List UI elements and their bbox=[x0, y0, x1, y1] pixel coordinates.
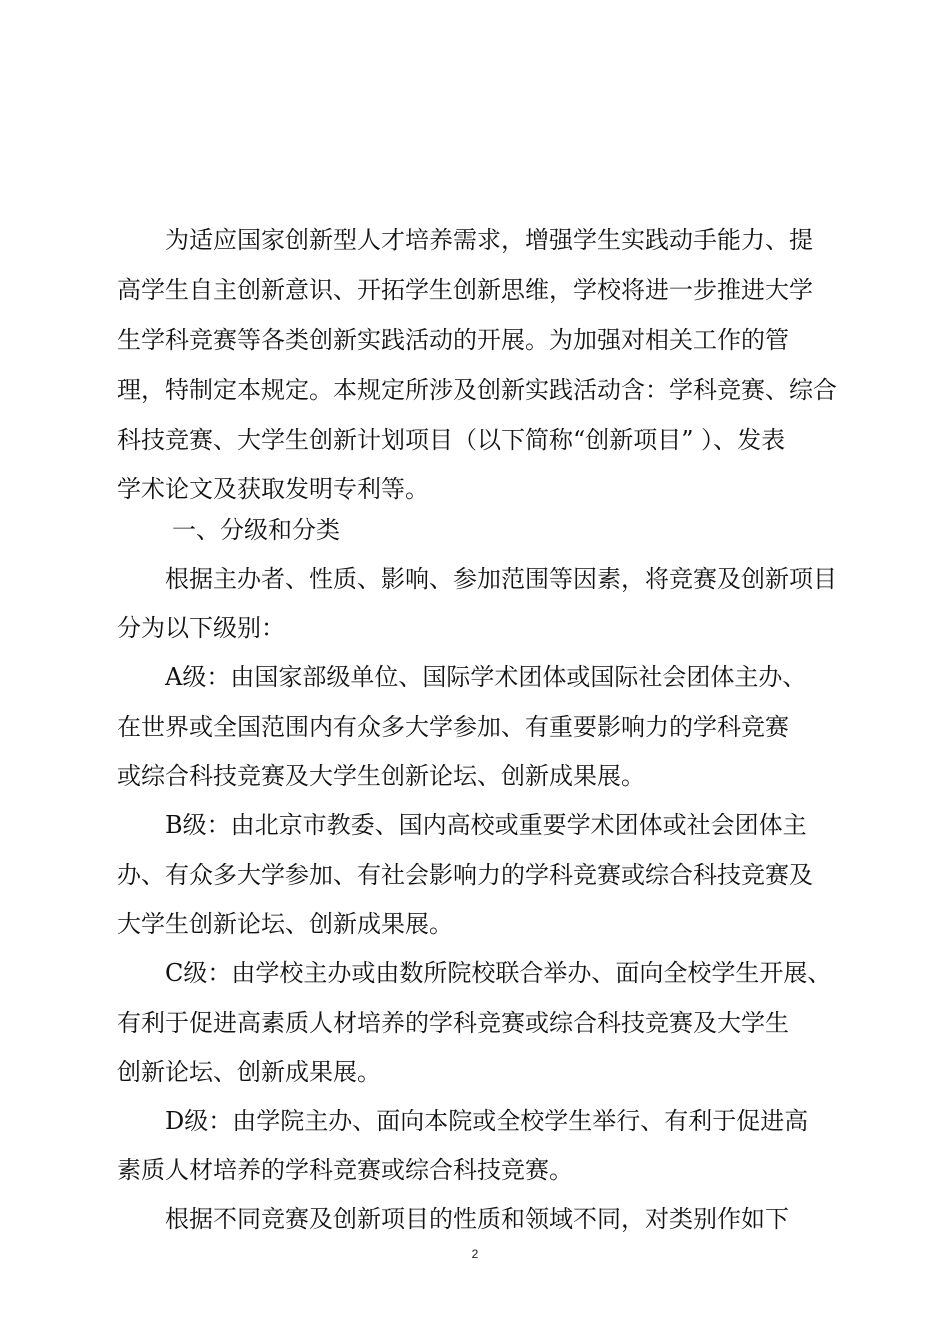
paragraph-line: 理，特制定本规定。本规定所涉及创新实践活动含：学科竞赛、综合 bbox=[117, 376, 837, 404]
paragraph-line: 学术论文及获取发明专利等。 bbox=[117, 475, 429, 503]
paragraph-line: D级：由学院主办、面向本院或全校学生举行、有利于促进高 bbox=[165, 1107, 809, 1135]
paragraph-line: A级：由国家部级单位、国际学术团体或国际社会团体主办、 bbox=[165, 663, 807, 691]
paragraph-line: 科技竞赛、大学生创新计划项目（以下简称“创新项目” ）、发表 bbox=[117, 426, 786, 454]
paragraph-line: 生学科竞赛等各类创新实践活动的开展。为加强对相关工作的管 bbox=[117, 326, 789, 354]
section-heading: 一、分级和分类 bbox=[172, 516, 340, 544]
paragraph-line: 大学生创新论坛、创新成果展。 bbox=[117, 910, 453, 938]
paragraph-line: 根据不同竞赛及创新项目的性质和领域不同，对类别作如下 bbox=[165, 1205, 789, 1233]
paragraph-line: 素质人材培养的学科竞赛或综合科技竞赛。 bbox=[117, 1156, 573, 1184]
paragraph-line: 分为以下级别： bbox=[117, 614, 285, 642]
paragraph-line: 高学生自主创新意识、开拓学生创新思维，学校将进一步推进大学 bbox=[117, 276, 813, 304]
paragraph-line: 有利于促进高素质人材培养的学科竞赛或综合科技竞赛及大学生 bbox=[117, 1009, 789, 1037]
paragraph-line: 根据主办者、性质、影响、参加范围等因素，将竞赛及创新项目 bbox=[165, 565, 837, 593]
paragraph-line: 创新论坛、创新成果展。 bbox=[117, 1058, 381, 1086]
paragraph-line: 或综合科技竞赛及大学生创新论坛、创新成果展。 bbox=[117, 762, 645, 790]
paragraph-line: B级：由北京市教委、国内高校或重要学术团体或社会团体主 bbox=[165, 811, 807, 839]
paragraph-line: 办、有众多大学参加、有社会影响力的学科竞赛或综合科技竞赛及 bbox=[117, 861, 813, 889]
page-number: 2 bbox=[471, 1247, 479, 1261]
paragraph-line: 为适应国家创新型人才培养需求，增强学生实践动手能力、提 bbox=[165, 226, 813, 254]
paragraph-line: C级：由学校主办或由数所院校联合举办、面向全校学生开展、 bbox=[165, 959, 832, 987]
paragraph-line: 在世界或全国范围内有众多大学参加、有重要影响力的学科竞赛 bbox=[117, 713, 789, 741]
